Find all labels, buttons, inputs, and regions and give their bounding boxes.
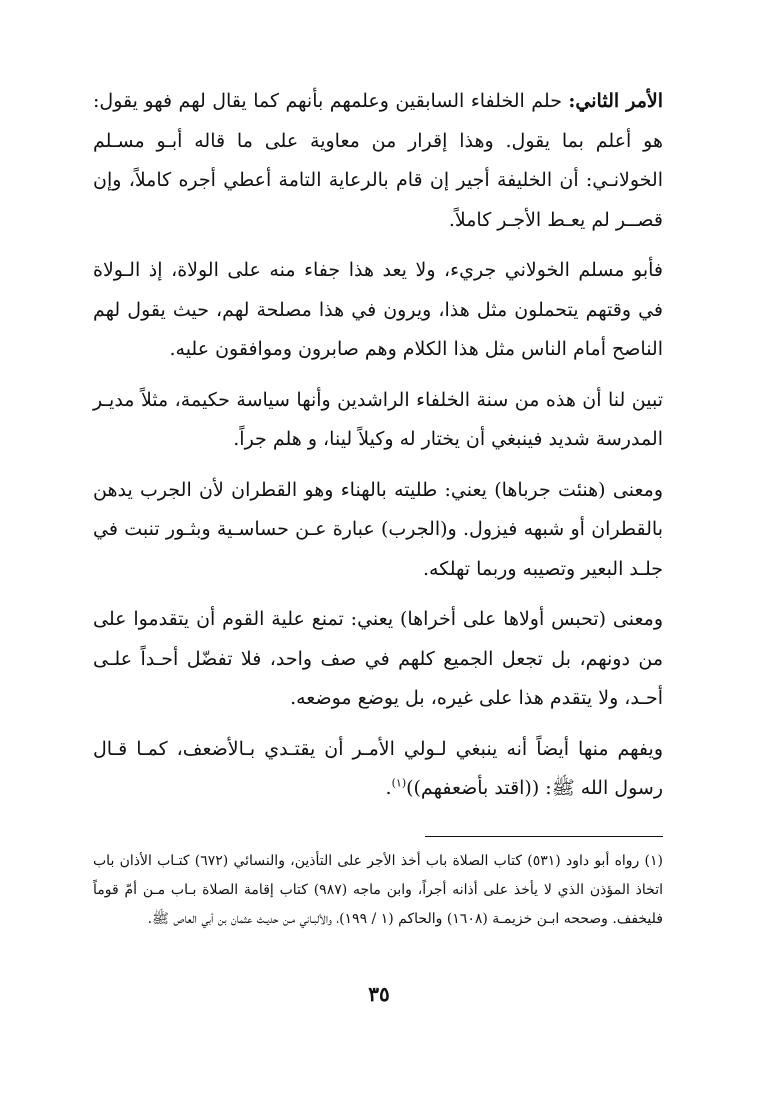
paragraph-1-text: حلم الخلفاء السابقين وعلمهم بأنهم كما يقال لهم فهو يقول: هو أعلم بما يقول. وهذا إقرار من معاوية على ما قاله أبـو مسـلم الخولانـي: أن الخليفة أجير إن قام بالرعاية التامة أعطي أجره كاملاً، وإن قصــر لم يعـط الأجـر كاملاً. [93, 90, 663, 231]
footnote-text: (١) رواه أبو داود (٥٣١) كتاب الصلاة باب أخذ الأجر على التأذين، والنسائي (٦٧٢) كتـاب الأذان باب اتخاذ المؤذن الذي لا يأخذ على أذانه أجراً، وابن ماجه (٩٨٧) كتاب إقامة الصلاة بـاب مـن أمّ قوماً فليخفف. وصححه ابـن خزيمـة (١٦٠٨) والحاكم (١ / ١٩٩)، والألبـاني مـن حديـث عثمان بن أبي العاص ﷺ. [93, 853, 664, 927]
footnote-divider [425, 836, 663, 837]
paragraph-6-end: . [385, 777, 392, 799]
paragraph-4: ومعنى (هنئت جرباها) يعني: طليته بالهناء وهو القطران لأن الجرب يدهن بالقطران أو شبهه فيزول. و(الجرب) عبارة عـن حساسـية وبثـور تنبت في جلـد البعير وتصيبه وربما تهلكه. [93, 478, 663, 580]
main-text [93, 82, 663, 809]
footnote-reference[interactable]: (١) [391, 776, 407, 790]
paragraph-6 [93, 730, 663, 809]
paragraph-1 [93, 82, 663, 240]
page-number: ٣٥ [368, 982, 390, 1006]
paragraph-6-text: ويفهم منها أيضاً أنه ينبغي لـولي الأمـر أن يقتـدي بـالأضعف، كمـا قـال رسول الله ﷺ: ((اقتد بأضعفهم)) [93, 737, 663, 799]
paragraph-5: ومعنى (تحبس أولاها على أخراها) يعني: تمنع علية القوم أن يتقدموا على من دونهم، بل تجعل الجميع كلهم في صف واحد، فلا تفضّل أحـداً علـى أحـد، ولا يتقدم هذا على غيره، بل يوضع موضعه. [93, 608, 663, 709]
paragraph-3: تبين لنا أن هذه من سنة الخلفاء الراشدين وأنها سياسة حكيمة، مثلاً مديـر المدرسة شديد فينبغي أن يختار له وكيلاً لينا، و هلم جراً. [93, 388, 663, 450]
paragraph-2: فأبو مسلم الخولاني جريء، ولا يعد هذا جفاء منه على الولاة، إذ الـولاة في وقتهم يتحملون مثل هذا، ويرون في هذا مصلحة لهم، حيث يقول لهم الناصح أمام الناس مثل هذا الكلام وهم صابرون وموافقون عليه. [93, 259, 663, 360]
paragraph-1-lead: الأمر الثاني: [568, 90, 663, 112]
